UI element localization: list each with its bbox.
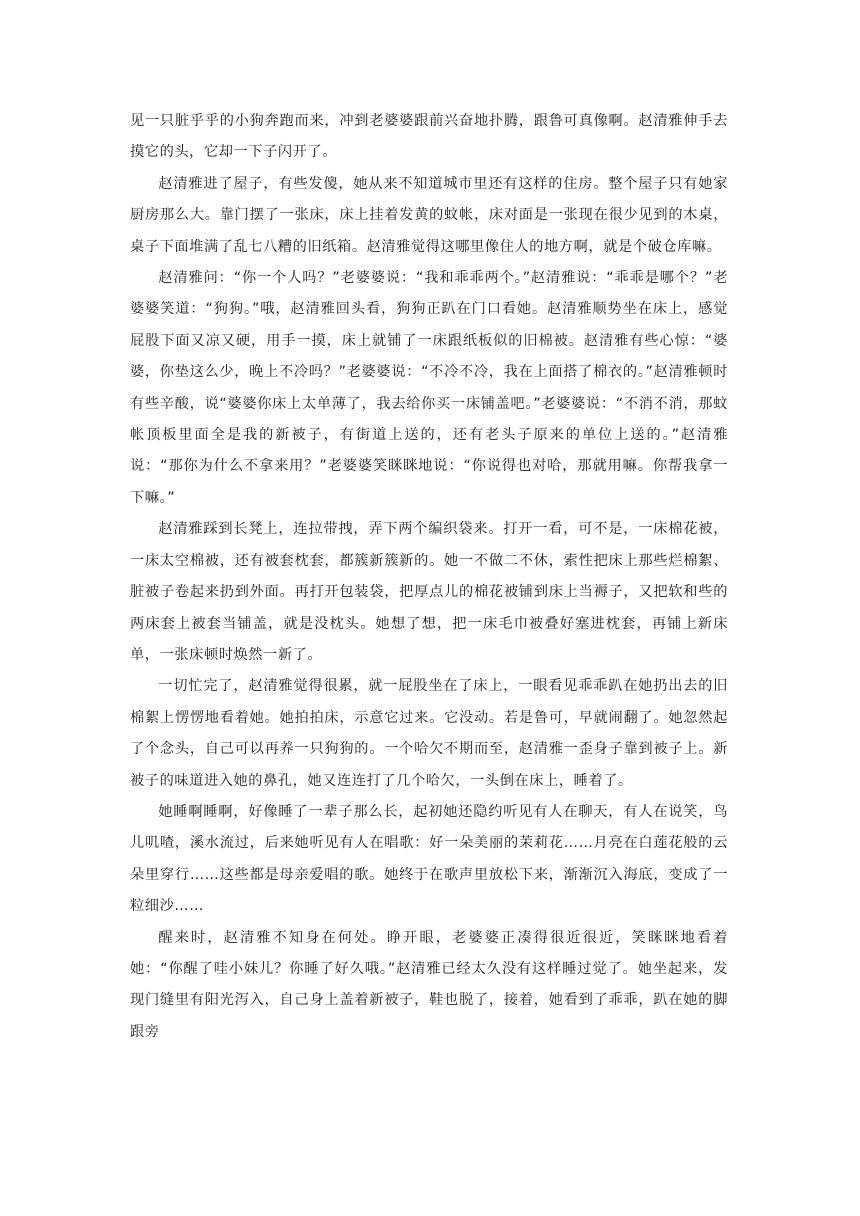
- paragraph-4: 赵清雅踩到长凳上，连拉带拽，弄下两个编织袋来。打开一看，可不是，一床棉花被，一床太空棉被，还有被套枕套，都簇新簇新的。她一不做二不休，索性把床上那些烂棉絮、脏被子卷起来扔到外面。再打开包装袋，把厚点儿的棉花被铺到床上当褥子，又把软和些的两床套上被套当铺盖，就是没枕头。她想了想，把一床毛巾被叠好塞进枕套，再铺上新床单，一张床顿时焕然一新了。: [130, 521, 728, 663]
- paragraph-5: 一切忙完了，赵清雅觉得很累，就一屁股坐在了床上，一眼看见乖乖趴在她扔出去的旧棉絮上愣愣地看着她。她拍拍床，示意它过来。它没动。若是鲁可，早就闹翻了。她忽然起了个念头，自己可以再养一只狗狗的。一个哈欠不期而至，赵清雅一歪身子靠到被子上。新被子的味道进入她的鼻孔，她又连连打了几个哈欠，一头倒在床上，睡着了。: [130, 678, 728, 789]
- document-page: [130, 106, 728, 1048]
- paragraph-6: 她睡啊睡啊，好像睡了一辈子那么长，起初她还隐约听见有人在聊天，有人在说笑，鸟儿叽喳，溪水流过，后来她听见有人在唱歌：好一朵美丽的茉莉花……月亮在白莲花般的云朵里穿行……这些都是母亲爱唱的歌。她终于在歌声里放松下来，渐渐沉入海底，变成了一粒细沙……: [130, 803, 728, 915]
- paragraph-3: 赵清雅问：“你一个人吗？”老婆婆说：“我和乖乖两个。”赵清雅说：“乖乖是哪个？”老婆婆笑道：“狗狗。”哦，赵清雅回头看，狗狗正趴在门口看她。赵清雅顺势坐在床上，感觉屁股下面又凉又硬，用手一摸，床上就铺了一床跟纸板似的旧棉被。赵清雅有些心惊：“婆婆，你垫这么少，晚上不冷吗？”老婆婆说：“不冷不冷，我在上面搭了棉衣的。”赵清雅顿时有些辛酸，说“婆婆你床上太单薄了，我去给你买一床铺盖吧。”老婆婆说：“不消不消，那蚊帐顶板里面全是我的新被子，有街道上送的，还有老头子原来的单位上送的。”赵清雅说：“那你为什么不拿来用？”老婆婆笑眯眯地说：“你说得也对哈，那就用嘛。你帮我拿一下嘛。”: [130, 270, 728, 506]
- paragraph-1: 见一只脏乎乎的小狗奔跑而来，冲到老婆婆跟前兴奋地扑腾，跟鲁可真像啊。赵清雅伸手去摸它的头，它却一下子闪开了。: [130, 113, 728, 161]
- paragraph-7: 醒来时，赵清雅不知身在何处。睁开眼，老婆婆正凑得很近很近，笑眯眯地看着她：“你醒了哇小妹儿？你睡了好久哦。”赵清雅已经太久没有这样睡过觉了。她坐起来，发现门缝里有阳光泻入，自己身上盖着新被子，鞋也脱了，接着，她看到了乖乖，趴在她的脚跟旁: [130, 929, 728, 1040]
- paragraph-2: 赵清雅进了屋子，有些发傻，她从来不知道城市里还有这样的住房。整个屋子只有她家厨房那么大。靠门摆了一张床，床上挂着发黄的蚊帐，床对面是一张现在很少见到的木桌，桌子下面堆满了乱七八糟的旧纸箱。赵清雅觉得这哪里像住人的地方啊，就是个破仓库嘛。: [130, 175, 728, 255]
